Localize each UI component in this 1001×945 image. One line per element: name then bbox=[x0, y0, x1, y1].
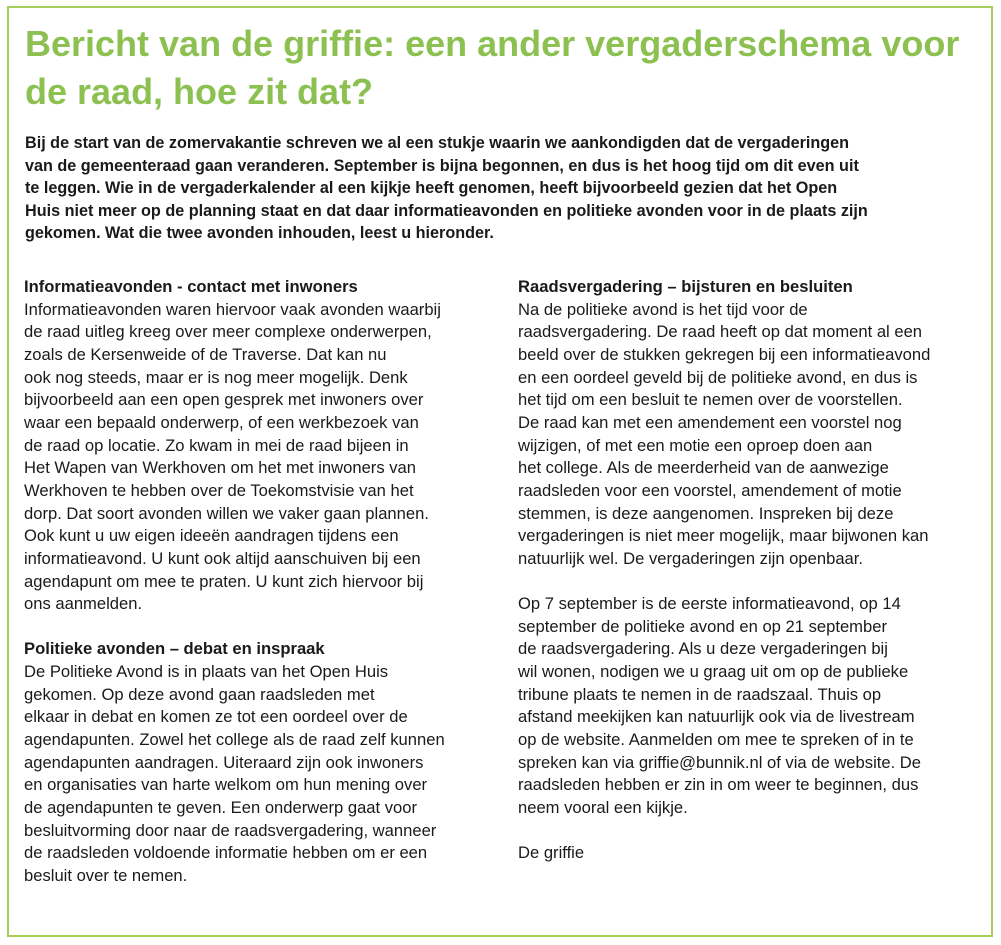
body-line: De raad kan met een amendement een voorstel nog bbox=[518, 412, 902, 432]
section-body-raadsvergadering bbox=[518, 299, 976, 571]
section-heading-informatieavonden: Informatieavonden - contact met inwoners bbox=[24, 277, 358, 296]
body-line: dorp. Dat soort avonden willen we vaker gaan plannen. bbox=[24, 503, 429, 523]
body-line: ons aanmelden. bbox=[24, 594, 143, 614]
body-line: stemmen, is deze aangenomen. Inspreken bij deze bbox=[518, 503, 894, 523]
article-title: Bericht van de griffie: een ander vergaderschema voor de raad, hoe zit dat? bbox=[25, 23, 960, 112]
intro-paragraph bbox=[25, 132, 980, 245]
body-line: informatieavond. U kunt ook altijd aanschuiven bij een bbox=[24, 548, 421, 568]
body-line: elkaar in debat en komen ze tot een oordeel over de bbox=[24, 707, 408, 727]
body-line: en een oordeel geveld bij de politieke avond, en dus is bbox=[518, 367, 918, 387]
closing-paragraph bbox=[518, 593, 976, 820]
paragraph-spacer bbox=[24, 616, 494, 639]
body-line: raadsvergadering. De raad heeft op dat moment al een bbox=[518, 322, 923, 342]
body-line: Informatieavonden waren hiervoor vaak avonden waarbij bbox=[24, 299, 441, 319]
section-heading-politieke-avonden: Politieke avonden – debat en inspraak bbox=[24, 639, 325, 659]
body-line: de raadsleden voldoende informatie hebben om er een bbox=[24, 843, 428, 863]
body-line: wil wonen, nodigen we u graag uit om op de publieke bbox=[518, 662, 909, 682]
section-heading-raadsvergadering: Raadsvergadering – bijsturen en besluiten bbox=[518, 277, 853, 296]
paragraph-spacer bbox=[518, 820, 976, 843]
body-line: tribune plaats te nemen in de raadszaal. Thuis op bbox=[518, 684, 882, 704]
intro-line: van de gemeenteraad gaan veranderen. September is bijna begonnen, en dus is het hoog tijd om dit even uit bbox=[25, 156, 859, 175]
body-line: raadsleden voor een voorstel, amendement of motie bbox=[518, 480, 902, 500]
body-line: Werkhoven te hebben over de Toekomstvisie van het bbox=[24, 480, 414, 500]
paragraph-spacer bbox=[518, 571, 976, 594]
body-line: neem vooral een kijkje. bbox=[518, 798, 688, 818]
section-body-informatieavonden bbox=[24, 299, 494, 616]
right-column bbox=[518, 276, 976, 865]
body-line: besluit over te nemen. bbox=[24, 866, 188, 886]
body-line: ook nog steeds, maar er is nog meer mogelijk. Denk bbox=[24, 367, 408, 387]
intro-line: te leggen. Wie in de vergaderkalender al een kijkje heeft genomen, heeft bijvoorbeeld gezien dat het Open bbox=[25, 179, 838, 197]
body-line: de raadsvergadering. Als u deze vergaderingen bij bbox=[518, 639, 888, 659]
body-line: zoals de Kersenweide of de Traverse. Dat kan nu bbox=[24, 344, 387, 364]
body-line: De Politieke Avond is in plaats van het Open Huis bbox=[24, 662, 389, 682]
body-line: Het Wapen van Werkhoven om het met inwoners van bbox=[24, 458, 416, 478]
body-line: Op 7 september is de eerste informatieavond, op 14 bbox=[518, 594, 901, 614]
body-line: spreken kan via griffie@bunnik.nl of via de website. De bbox=[518, 752, 922, 772]
body-line: het tijd om een besluit te nemen over de voorstellen. bbox=[518, 390, 903, 410]
body-line: en organisaties van harte welkom om hun mening over bbox=[24, 775, 428, 795]
body-line: bijvoorbeeld aan een open gesprek met inwoners over bbox=[24, 390, 424, 410]
body-line: agendapunten aandragen. Uiteraard zijn ook inwoners bbox=[24, 752, 424, 772]
body-line: beeld over de stukken gekregen bij een informatieavond bbox=[518, 344, 931, 364]
body-line: agendapunt om mee te praten. U kunt zich hiervoor bij bbox=[24, 571, 424, 591]
body-line: de raad op locatie. Zo kwam in mei de raad bijeen in bbox=[24, 435, 409, 455]
intro-line: Huis niet meer op de planning staat en dat daar informatieavonden en politieke avonden voor in de plaats zijn bbox=[25, 201, 868, 220]
body-line: vergaderingen is niet meer mogelijk, maar bijwonen kan bbox=[518, 526, 929, 546]
body-line: Na de politieke avond is het tijd voor de bbox=[518, 299, 808, 319]
body-line: gekomen. Op deze avond gaan raadsleden met bbox=[24, 684, 375, 704]
body-line: de agendapunten te geven. Een onderwerp gaat voor bbox=[24, 798, 418, 818]
body-line: waar een bepaald onderwerp, of een werkbezoek van bbox=[24, 412, 419, 432]
left-column bbox=[24, 276, 494, 888]
body-line: besluitvorming door naar de raadsvergadering, wanneer bbox=[24, 820, 437, 840]
intro-line: gekomen. Wat die twee avonden inhouden, leest u hieronder. bbox=[25, 224, 494, 242]
body-line: het college. Als de meerderheid van de aanwezige bbox=[518, 458, 889, 478]
intro-line: Bij de start van de zomervakantie schreven we al een stukje waarin we aankondigden dat de vergaderingen bbox=[25, 134, 850, 152]
signature: De griffie bbox=[518, 843, 585, 863]
body-line: afstand meekijken kan natuurlijk ook via de livestream bbox=[518, 707, 915, 727]
body-line: op de website. Aanmelden om mee te spreken of in te bbox=[518, 730, 914, 750]
body-line: september de politieke avond en op 21 september bbox=[518, 616, 887, 636]
body-line: de raad uitleg kreeg over meer complexe onderwerpen, bbox=[24, 322, 432, 342]
section-body-politieke-avonden bbox=[24, 661, 494, 888]
body-line: Ook kunt u uw eigen ideeën aandragen tijdens een bbox=[24, 526, 399, 546]
body-line: agendapunten. Zowel het college als de raad zelf kunnen bbox=[24, 730, 445, 750]
body-line: wijzigen, of met een motie een oproep doen aan bbox=[518, 435, 873, 455]
body-line: raadsleden hebben er zin in om weer te beginnen, dus bbox=[518, 775, 919, 795]
body-line: natuurlijk wel. De vergaderingen zijn openbaar. bbox=[518, 548, 863, 568]
